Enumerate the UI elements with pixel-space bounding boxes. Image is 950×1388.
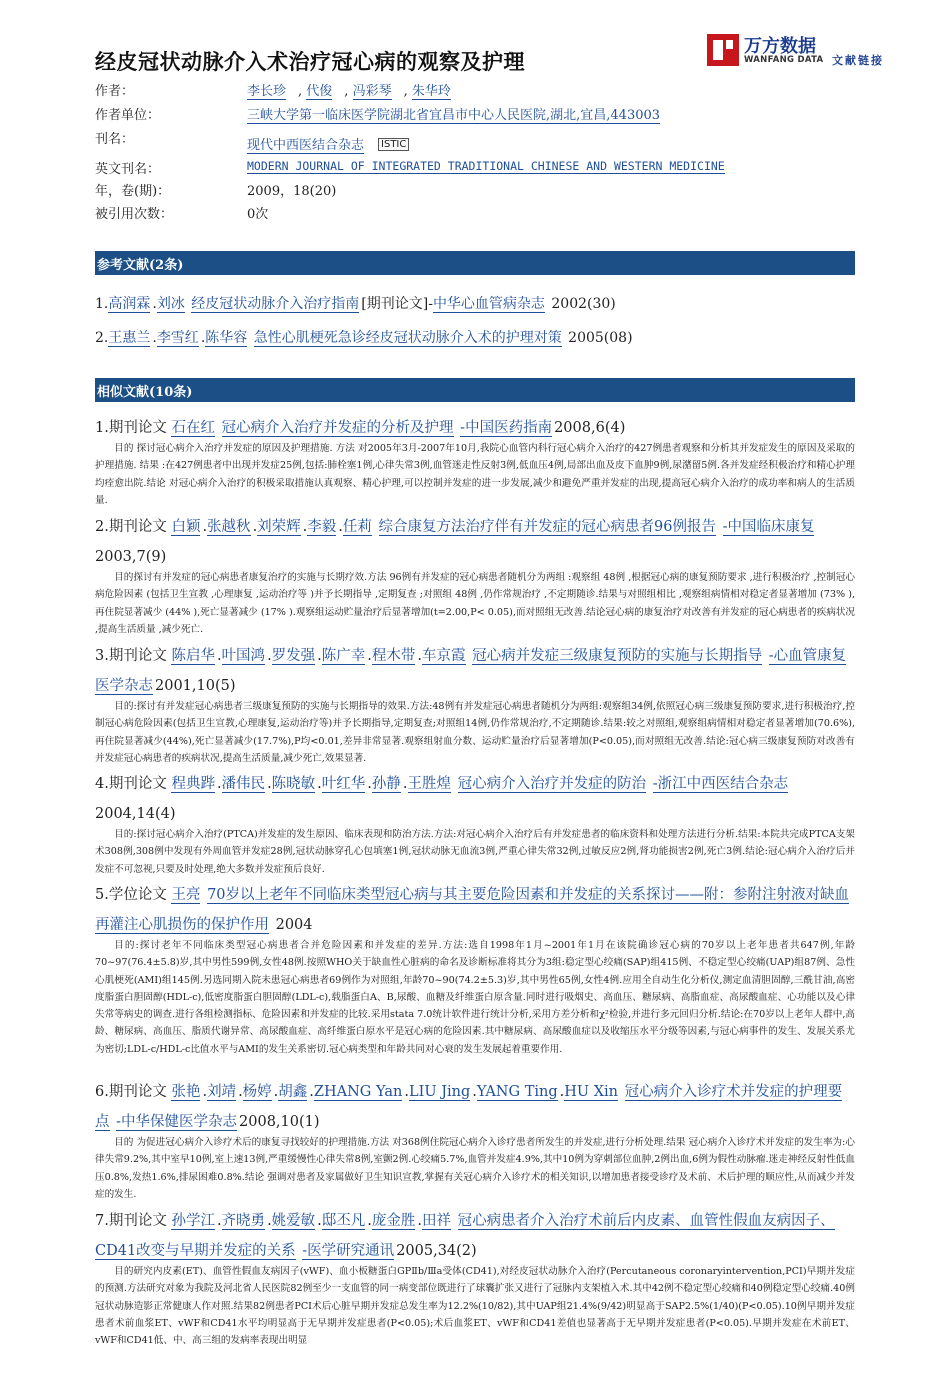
abstract-text: 目的探讨有并发症的冠心病患者康复治疗的实施与长期疗效.方法 96例有并发症的冠心病患者随机分为两组 :观察组 48例 ,根据冠心病的康复预防要求 ,进行积极治疗 ,控制冠心病危险因素 (包括卫生宣教 ,心理康复 ,运动治疗等 )并予长期指导 ,定期复查 ;对照组 48例 ,仍作常规治疗 ,不定期随诊.结果与对照组相比 ,观察组病情相对稳定者显著增加 (73% ),再住院显著减少 (44% ),死亡显著减少 (17% ).观察组运动贮量治疗后显著增加(t=2.00,P< 0.05),而对照组无改善.结论冠心病的康复治疗对改善有并发症的冠心病患者的疾病状况 ,提高生活质量 ,减少死亡. [95,572,855,635]
sim-author-link[interactable]: 张越秋 [207,519,251,535]
ref-source-link[interactable]: 中华心血管病杂志 [432,296,545,312]
sim-author-link[interactable]: 孙学江 [171,1213,215,1229]
similar-item: 1.期刊论文 石在红 冠心病介入治疗并发症的分析及护理 -中国医药指南 2008,6(4) 目的 探讨冠心病介入治疗并发症的原因及护理措施. 方法 对2005年3月-2007年10月,我院心血管内科行冠心病介入治疗的427例患者观察和分析其并发症发生的原因及采取的护理措施. 结果 :在427例患者中出现并发症25例,包括:肺栓塞1例,心律失常3例,血管迷走性反射3例,低血压4例,局部出血及皮下血肿9例,尿潴留5例.各并发症经积极治疗和精心护理均痊愈出院.结论 对冠心病介入治疗的积极采取措施认真观察、精心护理,可以控制并发症的进一步发展,减少和避免严重并发症的出现,提高冠心病介入治疗的成功率和病人的生活质量. [95,413,855,509]
ref-title-link[interactable]: 经皮冠状动脉介入治疗指南 [191,296,360,312]
sim-author-link[interactable]: 姚爱敏 [271,1213,316,1229]
author-link[interactable]: 李长珍 [247,84,287,99]
journal-label: 刊名： [95,132,135,147]
similar-item: 7.期刊论文 孙学江 .齐晓勇 .姚爱敏 .邸丕凡 .庞金胜 .田祥 冠心病患者介入治疗术前后内皮素、血管性假血友病因子、CD41改变与早期并发症的关系 -医学研究通讯 2005,34(2) 目的研究内皮素(ET)、血管性假血友病因子(vWF)、血小板糖蛋白GPⅡb/Ⅲa受体(CD41),对经皮冠状动脉介入治疗(Percutaneous coronaryintervention,PCI)早期并发症的预测.方法研究对象为我院及河北省人民医院82例至少一支血管的同一病变部位既进行了球囊扩张又进行了冠脉内支架植入术.其中42例不稳定型心绞痛和40例稳定型心绞痛.40例冠状动脉造影正常健康人作对照.结果82例患者PCI术后心脏早期并发症总发生率为12.2%(10/82),其中UAP组21.4%(9/42)明显高于SAP2.5%(1/40)(P<0.05).10例早期并发症患者术前血浆ET、vWF和CD41水平均明显高于无早期并发症患者(P<0.05);术后血浆ET、vWF和CD41差值也显著高于无早期并发症患者(P<0.05).早期并发症在术前ET、vWF和CD41低、中、高三组的发病率表现出明显 [95,1206,855,1349]
sim-source-link[interactable]: -中国医药指南 [460,420,553,436]
sim-source-link[interactable]: -浙江中西医结合杂志 [652,776,789,792]
sim-title-link[interactable]: 综合康复方法治疗伴有并发症的冠心病患者96例报告 [378,519,716,535]
sim-title-link[interactable]: 70岁以上老年不同临床类型冠心病与其主要危险因素和并发症的关系探讨——附：参附注射液对缺血再灌注心肌损伤的保护作用 [95,887,850,933]
references-header: 参考文献(2条) [95,251,855,275]
sim-title-link[interactable]: 冠心病介入治疗并发症的防治 [457,776,647,792]
ref-author-link[interactable]: 刘冰 [156,296,185,312]
sim-author-link[interactable]: 罗发强 [271,648,316,664]
author-link[interactable]: 朱华玲 [411,84,451,99]
istic-badge: ISTIC [378,138,409,151]
reference-item: 2.王惠兰 .李雪红 .陈华容 急性心肌梗死急诊经皮冠状动脉介入术的护理对策 2005(08) [95,330,633,346]
wanfang-logo-mark-icon [707,34,739,66]
sim-title-link[interactable]: 冠心病患者介入治疗术前后内皮素、血管性假血友病因子、CD41改变与早期并发症的关系 [95,1213,835,1259]
sim-author-link[interactable]: 庞金胜 [371,1213,416,1229]
sim-author-link[interactable]: 程典跸 [171,776,215,792]
similar-item: 2.期刊论文 白颖 .张越秋 .刘荣辉 .李毅 .任莉 综合康复方法治疗伴有并发症的冠心病患者96例报告 -中国临床康复 2003,7(9) 目的探讨有并发症的冠心病患者康复治疗的实施与长期疗效.方法 96例有并发症的冠心病患者随机分为两组 :观察组 48例 ,根据冠心病的康复预防要求 ,进行积极治疗 ,控制冠心病危险因素 (包括卫生宣教 ,心理康复 ,运动治疗等 )并予长期指导 ,定期复查 ;对照组 48例 ,仍作常规治疗 ,不定期随诊.结果与对照组相比 ,观察组病情相对稳定者显著增加 (73% ),再住院显著减少 (44% ),死亡显著减少 (17% ).观察组运动贮量治疗后显著增加(t=2.00,P< 0.05),而对照组无改善.结论冠心病的康复治疗对改善有并发症的冠心病患者的疾病状况 ,提高生活质量 ,减少死亡. [95,512,855,638]
sim-author-link[interactable]: 潘伟民 [221,776,266,792]
reference-item: 1.高润霖 .刘冰 经皮冠状动脉介入治疗指南 [期刊论文]-中华心血管病杂志 2002(30) [95,296,616,312]
sim-author-link[interactable]: 王亮 [171,887,201,903]
sim-author-link[interactable]: 胡鑫 [278,1084,308,1100]
abstract-text: 目的:探讨有并发症冠心病患者三级康复预防的实施与长期指导的效果.方法:48例有并发症冠心病患者随机分为两组:观察组34例,依照冠心病三级康复预防要求,进行积极治疗,控制冠心病危险因素(包括卫生宣教,心理康复,运动治疗等)并予长期指导,定期复查;对照组14例,仍作常规治疗,不定期随诊.结果:较之对照组,观察组病情相对稳定者显著增加(70.6%),再住院显著减少(44%),死亡显著减少(17.7%),P均<0.01,差异非常显著.观察组射血分数、运动贮量治疗后显著增加(P<0.05),而对照组无改善.结论:冠心病三级康复预防对改善有并发症冠心病患者的疾病状况,提高生活质量,减少死亡,效果显著. [95,701,855,764]
affiliation-label: 作者单位： [95,108,161,123]
abstract-text: 目的:探讨老年不同临床类型冠心病患者合并危险因素和并发症的差异.方法:选自1998年1月~2001年1月在该院确诊冠心病的70岁以上老年患者共647例,年龄70~97(76.4±5.8)岁,其中男性599例,女性48例.按照WHO关于缺血性心脏病的命名及诊断标准将其分为3组:稳定型心绞痛(SAP)组415例、不稳定型心绞痛(UAP)组87例、急性心肌梗死(AMI)组145例.另选同期入院未患冠心病患者69例作为对照组,年龄70~90(74.2±5.3)岁,其中男性65例,女性4例.应用全自动生化分析仪,测定血清胆固醇,三酰甘油,高密度脂蛋白胆固醇(HDL-c),低密度脂蛋白胆固醇(LDL-c),载脂蛋白A、B,尿酸、血糖及纤维蛋白原含量.同时进行吸烟史、高血压、糖尿病、高脂血症、高尿酸血症、心功能以及心律失常等病史的调查.进行各组检测指标、危险因素和并发症的比较.采用stata 7.0统计软件进行统计分析,采用方差分析和χ²检验,并进行多元回归分析.结论:在70岁以上老年人群中,高龄、糖尿病、高血压、脂质代谢异常、高尿酸血症、高纤维蛋白原水平是冠心病的危险因素.其中糖尿病、高尿酸血症以及收缩压水平分级等因素,与冠心病事件的发生、发展关系尤为密切;LDL-c/HDL-c比值水平与AMI的发生关系密切.冠心病类型和年龄共同对心衰的发生发展起着重要作用. [95,940,855,1055]
sim-author-link[interactable]: 叶红华 [321,776,366,792]
sim-author-link[interactable]: 白颖 [171,519,201,535]
sim-author-link[interactable]: 刘靖 [207,1084,237,1100]
sim-author-link[interactable]: LIU Jing [409,1084,471,1100]
year-label: 年，卷(期)： [95,184,171,199]
abstract-text: 目的 为促进冠心病介入诊疗术后的康复寻找较好的护理措施.方法 对368例住院冠心病介入诊疗患者所发生的并发症,进行分析处理.结果 冠心病介入诊疗术并发症的发生率为:心律失常9.2%,其中室早10例,室上速13例,严重缓慢性心律失常8例,室颤2例.心绞痛5.7%,血管并发症4.9%,其中10例为穿刺部位血肿,2例出血,6例为假性动脉瘤.迷走神经反射性低血压0.8%,发热1.6%,排尿困难0.8%.结论 强调对患者及家属做好卫生知识宣教,掌握有关冠心病介入诊疗术的相关知识,以增加患者接受诊疗及术前、术后护理的顺应性,从而减少并发症的发生. [95,1137,855,1200]
journal-link[interactable]: 现代中西医结合杂志 [247,138,365,153]
sim-author-link[interactable]: YANG Ting [476,1084,558,1100]
en-journal-label: 英文刊名： [95,162,161,177]
sim-author-link[interactable]: ZHANG Yan [313,1084,403,1100]
authors-list: 李长珍 , 代俊 , 冯彩琴 , 朱华玲 [247,84,451,99]
sim-author-link[interactable]: 李毅 [307,519,337,535]
sim-author-link[interactable]: 张艳 [171,1084,201,1100]
sim-author-link[interactable]: HU Xin [564,1084,619,1100]
sim-author-link[interactable]: 陈广幸 [321,648,366,664]
ref-title-link[interactable]: 急性心肌梗死急诊经皮冠状动脉介入术的护理对策 [253,330,562,346]
year-value: 2009，18(20) [247,184,337,199]
similar-item: 3.期刊论文 陈启华 .叶国鸿 .罗发强 .陈广幸 .程木带 .车京霞 冠心病并发症三级康复预防的实施与长期指导 -心血管康复医学杂志 2001,10(5) 目的:探讨有并发症冠心病患者三级康复预防的实施与长期指导的效果.方法:48例有并发症冠心病患者随机分为两组:观察组34例,依照冠心病三级康复预防要求,进行积极治疗,控制冠心病危险因素(包括卫生宣教,心理康复,运动治疗等)并予长期指导,定期复查;对照组14例,仍作常规治疗,不定期随诊.结果:较之对照组,观察组病情相对稳定者显著增加(70.6%),再住院显著减少(44%),死亡显著减少(17.7%),P均<0.01,差异非常显著.观察组射血分数、运动贮量治疗后显著增加(P<0.05),而对照组无改善.结论:冠心病三级康复预防对改善有并发症冠心病患者的疾病状况,提高生活质量,减少死亡,效果显著. [95,641,855,767]
sim-author-link[interactable]: 齐晓勇 [221,1213,266,1229]
sim-author-link[interactable]: 石在红 [171,420,215,436]
sim-author-link[interactable]: 王胜煌 [407,776,451,792]
sim-source-link[interactable]: -中华保健医学杂志 [116,1114,238,1130]
cited-label: 被引用次数： [95,207,174,222]
ref-author-link[interactable]: 高润霖 [108,296,151,312]
logo-cn-text: 万方数据 [744,36,816,57]
sim-source-link[interactable]: -心血管康复医学杂志 [95,648,847,694]
en-journal-link[interactable]: MODERN JOURNAL OF INTEGRATED TRADITIONAL CHINESE AND WESTERN MEDICINE [247,159,725,173]
sim-author-link[interactable]: 任莉 [342,519,372,535]
sim-author-link[interactable]: 邸丕凡 [321,1213,366,1229]
sim-author-link[interactable]: 杨婷 [242,1084,272,1100]
similar-item: 6.期刊论文 张艳 .刘靖 .杨婷 .胡鑫 .ZHANG Yan .LIU Jing .YANG Ting .HU Xin 冠心病介入诊疗术并发症的护理要点 -中华保健医学杂志 2008,10(1) 目的 为促进冠心病介入诊疗术后的康复寻找较好的护理措施.方法 对368例住院冠心病介入诊疗患者所发生的并发症,进行分析处理.结果 冠心病介入诊疗术并发症的发生率为:心律失常9.2%,其中室早10例,室上速13例,严重缓慢性心律失常8例,室颤2例.心绞痛5.7%,血管并发症4.9%,其中10例为穿刺部位血肿,2例出血,6例为假性动脉瘤.迷走神经反射性低血压0.8%,发热1.6%,排尿困难0.8%.结论 强调对患者及家属做好卫生知识宣教,掌握有关冠心病介入诊疗术的相关知识,以增加患者接受诊疗及术前、术后护理的顺应性,从而减少并发症的发生. [95,1077,855,1203]
wanfang-logo[interactable] [707,34,897,70]
similar-header: 相似文献(10条) [95,378,855,402]
sim-author-link[interactable]: 陈启华 [171,648,215,664]
similar-item: 5.学位论文 王亮 70岁以上老年不同临床类型冠心病与其主要危险因素和并发症的关系探讨——附：参附注射液对缺血再灌注心肌损伤的保护作用 2004 目的:探讨老年不同临床类型冠心病患者合并危险因素和并发症的差异.方法:选自1998年1月~2001年1月在该院确诊冠心病的70岁以上老年患者共647例,年龄70~97(76.4±5.8)岁,其中男性599例,女性48例.按照WHO关于缺血性心脏病的命名及诊断标准将其分为3组:稳定型心绞痛(SAP)组415例、不稳定型心绞痛(UAP)组87例、急性心肌梗死(AMI)组145例.另选同期入院未患冠心病患者69例作为对照组,年龄70~90(74.2±5.3)岁,其中男性65例,女性4例.应用全自动生化分析仪,测定血清胆固醇,三酰甘油,高密度脂蛋白胆固醇(HDL-c),低密度脂蛋白胆固醇(LDL-c),载脂蛋白A、B,尿酸、血糖及纤维蛋白原含量.同时进行吸烟史、高血压、糖尿病、高脂血症、高尿酸血症、心功能以及心律失常等病史的调查.进行各组检测指标、危险因素和并发症的比较.采用stata 7.0统计软件进行统计分析,采用方差分析和χ²检验,并进行多元回归分析.结论:在70岁以上老年人群中,高龄、糖尿病、高血压、脂质代谢异常、高尿酸血症、高纤维蛋白原水平是冠心病的危险因素.其中糖尿病、高尿酸血症以及收缩压水平分级等因素,与冠心病事件的发生、发展关系尤为密切;LDL-c/HDL-c比值水平与AMI的发生关系密切.冠心病类型和年龄共同对心衰的发生发展起着重要作用. [95,880,855,1058]
sim-author-link[interactable]: 叶国鸿 [221,648,266,664]
authors-label: 作者： [95,84,135,99]
sim-author-link[interactable]: 陈晓敏 [271,776,316,792]
sim-source-link[interactable]: -中国临床康复 [722,519,815,535]
ref-author-link[interactable]: 李雪红 [156,330,199,346]
author-link[interactable]: 冯彩琴 [352,84,392,99]
abstract-text: 目的研究内皮素(ET)、血管性假血友病因子(vWF)、血小板糖蛋白GPⅡb/Ⅲa受体(CD41),对经皮冠状动脉介入治疗(Percutaneous coronaryintervention,PCI)早期并发症的预测.方法研究对象为我院及河北省人民医院82例至少一支血管的同一病变部位既进行了球囊扩张又进行了冠脉内支架植入术.其中42例不稳定型心绞痛和40例稳定型心绞痛.40例冠状动脉造影正常健康人作对照.结果82例患者PCI术后心脏早期并发症总发生率为12.2%(10/82),其中UAP组21.4%(9/42)明显高于SAP2.5%(1/40)(P<0.05).10例早期并发症患者术前血浆ET、vWF和CD41水平均明显高于无早期并发症患者(P<0.05);术后血浆ET、vWF和CD41差值也显著高于无早期并发症患者(P<0.05).早期并发症在术前ET、vWF和CD41低、中、高三组的发病率表现出明显 [95,1266,855,1347]
sim-author-link[interactable]: 车京霞 [422,648,466,664]
sim-author-link[interactable]: 孙静 [371,776,401,792]
page-title: 经皮冠状动脉介入术治疗冠心病的观察及护理 [95,49,525,74]
author-link[interactable]: 代俊 [306,84,333,99]
similar-item: 4.期刊论文 程典跸 .潘伟民 .陈晓敏 .叶红华 .孙静 .王胜煌 冠心病介入治疗并发症的防治 -浙江中西医结合杂志 2004,14(4) 目的:探讨冠心病介入治疗(PTCA)并发症的发生原因、临床表现和防治方法.方法:对冠心病介入治疗后有并发症患者的临床资料和处理方法进行分析.结果:本院共完成PTCA支架术308例,308例中发现有外周血管并发症28例,冠状动脉穿孔心包填塞1例,冠状动脉无血流3例,严重心律失常32例,过敏反应2例,肾功能损害2例,死亡3例.结论:冠心病介入治疗后并发症不可忽视,只要及时处理,绝大多数并发症预后良好. [95,769,855,878]
cited-value: 0次 [247,207,269,222]
sim-source-link[interactable]: -医学研究通讯 [302,1243,395,1259]
sim-title-link[interactable]: 冠心病介入治疗并发症的分析及护理 [221,420,454,436]
sim-title-link[interactable]: 冠心病介入诊疗术并发症的护理要点 [95,1084,843,1130]
ref-author-link[interactable]: 王惠兰 [108,330,151,346]
sim-author-link[interactable]: 田祥 [422,1213,451,1229]
sim-author-link[interactable]: 程木带 [371,648,416,664]
affiliation-link[interactable]: 三峡大学第一临床医学院湖北省宜昌市中心人民医院,湖北,宜昌,443003 [247,108,661,123]
sim-author-link[interactable]: 刘荣辉 [257,519,301,535]
logo-en-text: WANFANG DATA [744,55,824,65]
ref-author-link[interactable]: 陈华容 [205,330,248,346]
abstract-text: 目的:探讨冠心病介入治疗(PTCA)并发症的发生原因、临床表现和防治方法.方法:对冠心病介入治疗后有并发症患者的临床资料和处理方法进行分析.结果:本院共完成PTCA支架术308例,308例中发现有外周血管并发症28例,冠状动脉穿孔心包填塞1例,冠状动脉无血流3例,严重心律失常32例,过敏反应2例,肾功能损害2例,死亡3例.结论:冠心病介入治疗后并发症不可忽视,只要及时处理,绝大多数并发症预后良好. [95,829,855,875]
sim-title-link[interactable]: 冠心病并发症三级康复预防的实施与长期指导 [472,648,763,664]
literature-link[interactable]: 文献链接 [832,54,884,67]
abstract-text: 目的 探讨冠心病介入治疗并发症的原因及护理措施. 方法 对2005年3月-2007年10月,我院心血管内科行冠心病介入治疗的427例患者观察和分析其并发症发生的原因及采取的护理措施. 结果 :在427例患者中出现并发症25例,包括:肺栓塞1例,心律失常3例,血管迷走性反射3例,低血压4例,局部出血及皮下血肿9例,尿潴留5例.各并发症经积极治疗和精心护理均痊愈出院.结论 对冠心病介入治疗的积极采取措施认真观察、精心护理,可以控制并发症的进一步发展,减少和避免严重并发症的出现,提高冠心病介入治疗的成功率和病人的生活质量. [95,443,855,506]
